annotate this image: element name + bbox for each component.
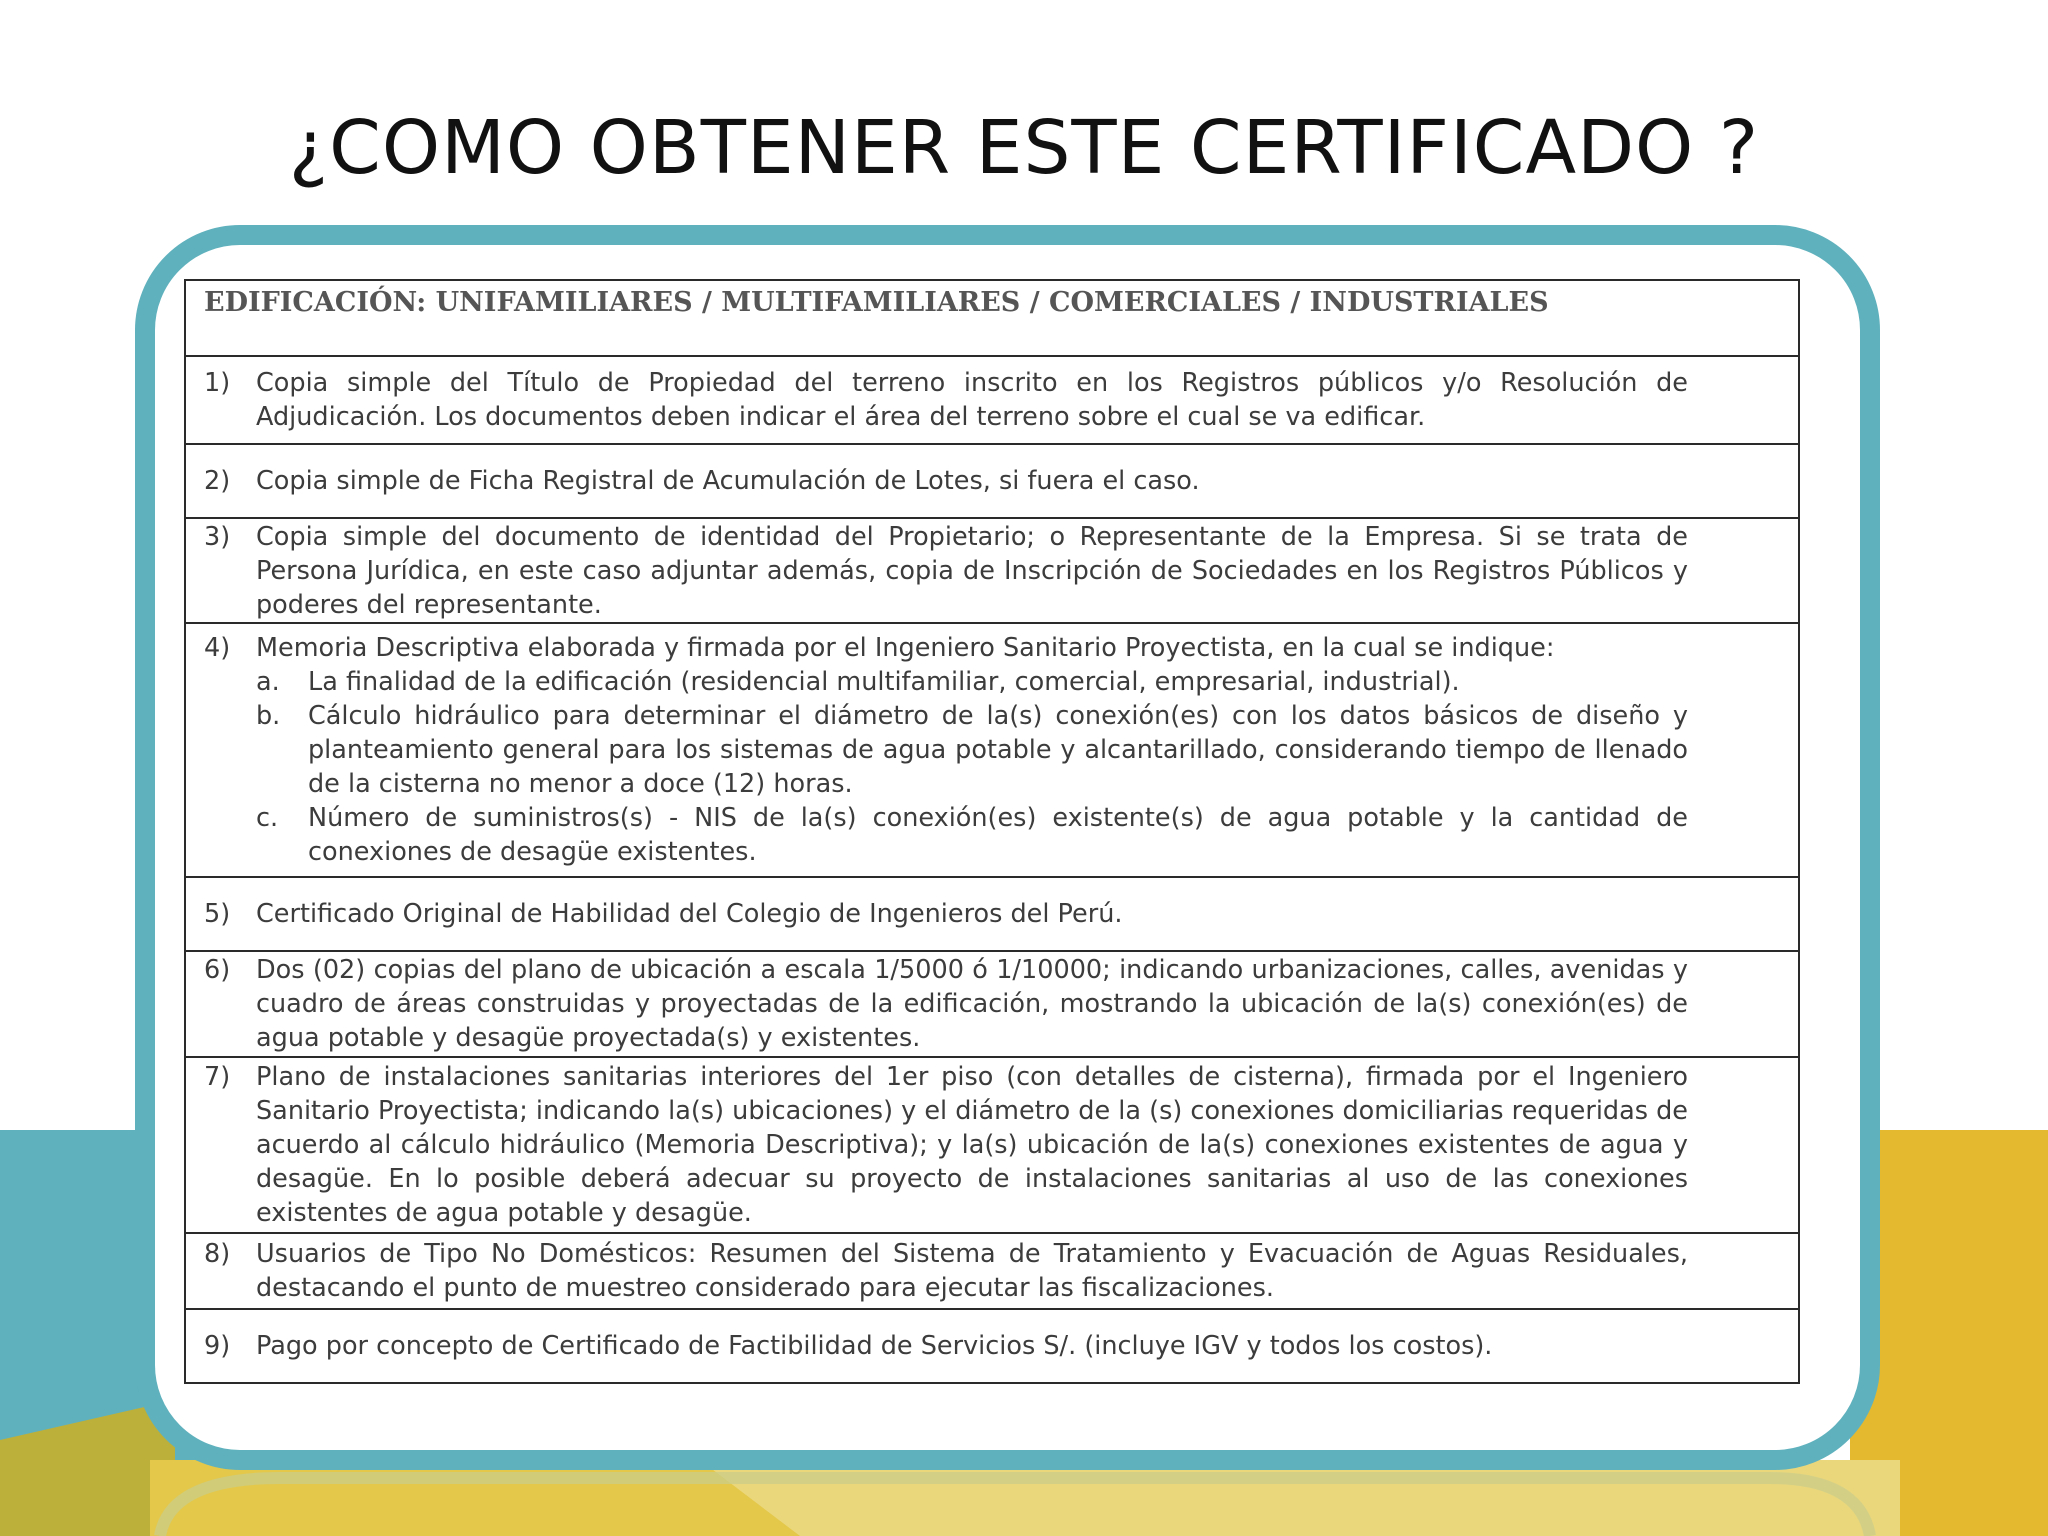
table-row [185,623,1799,877]
item-number: 8) [204,1239,231,1269]
item-number: 4) [204,633,231,663]
item-text: Certificado Original de Habilidad del Colegio de Ingenieros del Perú. [256,899,1123,929]
table-row [185,1057,1799,1233]
list-item [204,464,1688,498]
sub-item-text: La finalidad de la edificación (residencial multifamiliar, comercial, empresarial, industrial). [308,667,1460,697]
list-item [204,1329,1688,1363]
item-text: Plano de instalaciones sanitarias interiores del 1er piso (con detalles de cisterna), firmada por el Ingeniero Sanitario Proyectista; indicando la(s) ubicaciones) y el diámetro de la (s) conexiones domiciliarias requeridas de acuerdo al cálculo hidráulico (Memoria Descriptiva); y la(s) ubicación de la(s) conexiones existentes de agua y desagüe. En lo posible deberá adecuar su proyecto de instalaciones sanitarias al uso de las conexiones existentes de agua potable y desagüe. [256,1062,1688,1228]
item-number: 9) [204,1331,231,1361]
list-item [204,953,1688,1055]
sub-item [256,699,1688,801]
item-text: Memoria Descriptiva elaborada y firmada por el Ingeniero Sanitario Proyectista, en la cual se indique: [256,633,1555,663]
item-number: 3) [204,521,231,552]
light-yellow-bottom-area [700,1460,1900,1536]
sub-item [256,665,1688,699]
table-row [185,356,1799,444]
item-number: 2) [204,466,231,496]
table-row [185,518,1799,623]
sub-item-text: Número de suministros(s) - NIS de la(s) conexión(es) existente(s) de agua potable y la cantidad de conexiones de desagüe existentes. [308,803,1688,867]
sub-item-text: Cálculo hidráulico para determinar el diámetro de la(s) conexión(es) con los datos básicos de diseño y planteamiento general para los sistemas de agua potable y alcantarillado, considerando tiempo de llenado de la cisterna no menor a doce (12) horas. [308,701,1688,799]
table-row [185,1309,1799,1383]
list-item [204,366,1688,434]
table-header-row [185,280,1799,356]
item-number: 6) [204,955,231,985]
slide-title: ¿COMO OBTENER ESTE CERTIFICADO ? [288,105,1760,191]
list-item [204,631,1688,869]
table-header: EDIFICACIÓN: UNIFAMILIARES / MULTIFAMILIARES / COMERCIALES / INDUSTRIALES [185,280,1799,356]
item-text: Usuarios de Tipo No Domésticos: Resumen del Sistema de Tratamiento y Evacuación de Aguas Residuales, destacando el punto de muestreo considerado para ejecutar las fiscalizaciones. [256,1239,1688,1303]
table-row [185,951,1799,1057]
sub-item-letter: b. [256,701,281,731]
table-row [185,444,1799,518]
item-number: 1) [204,368,231,398]
item-text: Pago por concepto de Certificado de Factibilidad de Servicios S/. (incluye IGV y todos los costos). [256,1331,1493,1361]
item-text: Copia simple del documento de identidad del Propietario; o Representante de la Empresa. Si se trata de Persona Jurídica, en este caso adjuntar además, copia de Inscripción de Sociedades en los Registros Públicos y poderes del representante. [256,521,1688,620]
list-item [204,1237,1688,1305]
table-row [185,1233,1799,1309]
sub-item-letter: a. [256,667,280,697]
item-number: 7) [204,1062,231,1092]
list-item [204,1060,1688,1230]
item-text: Copia simple del Título de Propiedad del terreno inscrito en los Registros públicos y/o Resolución de Adjudicación. Los documentos deben indicar el área del terreno sobre el cual se va edificar. [256,368,1688,432]
sub-item-letter: c. [256,803,279,833]
item-text: Copia simple de Ficha Registral de Acumulación de Lotes, si fuera el caso. [256,466,1200,496]
list-item [204,897,1688,931]
list-item [204,520,1688,622]
item-number: 5) [204,899,231,929]
table-row [185,877,1799,951]
requirements-table [184,279,1800,1384]
sub-item [256,801,1688,869]
item-text: Dos (02) copias del plano de ubicación a escala 1/5000 ó 1/10000; indicando urbanizaciones, calles, avenidas y cuadro de áreas construidas y proyectadas de la edificación, mostrando la ubicación de la(s) conexión(es) de agua potable y desagüe proyectada(s) y existentes. [256,955,1688,1053]
